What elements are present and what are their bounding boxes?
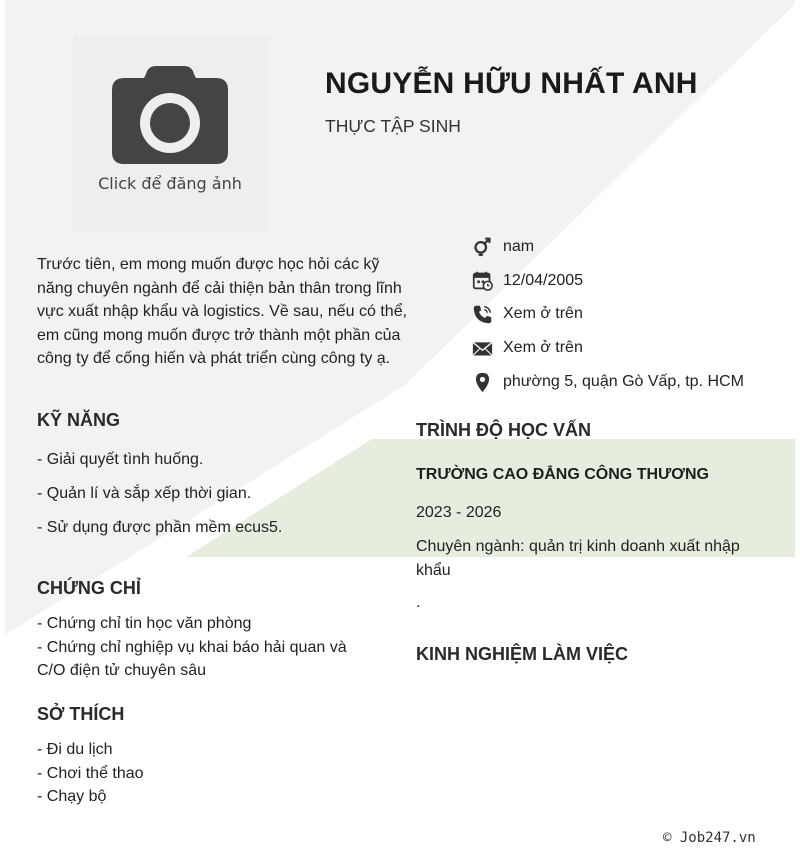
dob-value: 12/04/2005 xyxy=(503,271,584,289)
footer-copyright: © Job247.vn xyxy=(663,830,756,846)
photo-upload[interactable] xyxy=(73,36,267,231)
location-icon xyxy=(472,372,493,393)
info-dob xyxy=(472,264,744,298)
education-note: . xyxy=(416,594,421,611)
career-objective: Trước tiên, em mong muốn được học hỏi các kỹ năng chuyên ngành để cải thiện bản thân trong lĩnh vực xuất nhập khẩu và logistics. Về sau, nếu có thể, em cũng mong muốn được trở thành một phần của công ty để cống hiến và phát triển cùng công ty ạ. xyxy=(37,256,408,367)
list-item: - Chứng chỉ tin học văn phòng xyxy=(37,615,252,632)
certificates-heading: CHỨNG CHỈ xyxy=(37,578,141,598)
list-item: - Giải quyết tình huống. xyxy=(37,451,204,468)
phone-value: Xem ở trên xyxy=(503,305,583,323)
list-item: - Đi du lịch xyxy=(37,741,113,758)
email-value: Xem ở trên xyxy=(503,339,583,357)
gender-value: nam xyxy=(503,237,535,255)
hobbies-list xyxy=(37,738,144,809)
photo-upload-label: Click để đăng ảnh xyxy=(98,174,242,193)
list-item: - Sử dụng được phần mềm ecus5. xyxy=(37,519,283,536)
contact-info xyxy=(472,230,744,399)
hobbies-heading: SỞ THÍCH xyxy=(37,704,125,724)
mail-icon xyxy=(472,338,493,359)
info-email xyxy=(472,331,744,365)
experience-heading: KINH NGHIỆM LÀM VIỆC xyxy=(416,644,629,664)
certificates-list xyxy=(37,612,357,683)
list-item: - Chạy bộ xyxy=(37,788,107,805)
skills-heading: KỸ NĂNG xyxy=(37,410,121,430)
education-major: Chuyên ngành: quản trị kinh doanh xuất nhập khẩu xyxy=(416,538,740,579)
education-years: 2023 - 2026 xyxy=(416,504,502,521)
list-item: - Chứng chỉ nghiệp vụ khai báo hải quan và C/O điện tử chuyên sâu xyxy=(37,638,347,679)
info-phone xyxy=(472,298,744,332)
education-heading: TRÌNH ĐỘ HỌC VẤN xyxy=(416,420,591,440)
phone-icon xyxy=(472,304,493,325)
address-value: phường 5, quận Gò Vấp, tp. HCM xyxy=(503,373,744,391)
skills-list xyxy=(37,450,282,552)
job-title: THỰC TẬP SINH xyxy=(325,116,461,136)
camera-icon xyxy=(112,64,228,164)
list-item: - Chơi thể thao xyxy=(37,764,144,782)
candidate-name: NGUYỄN HỮU NHẤT ANH xyxy=(325,67,698,100)
gender-icon xyxy=(472,236,493,257)
info-address xyxy=(472,365,744,399)
calendar-icon xyxy=(472,270,493,291)
list-item: - Quản lí và sắp xếp thời gian. xyxy=(37,485,252,502)
info-gender xyxy=(472,230,744,264)
school-name: TRƯỜNG CAO ĐẲNG CÔNG THƯƠNG xyxy=(416,466,709,483)
